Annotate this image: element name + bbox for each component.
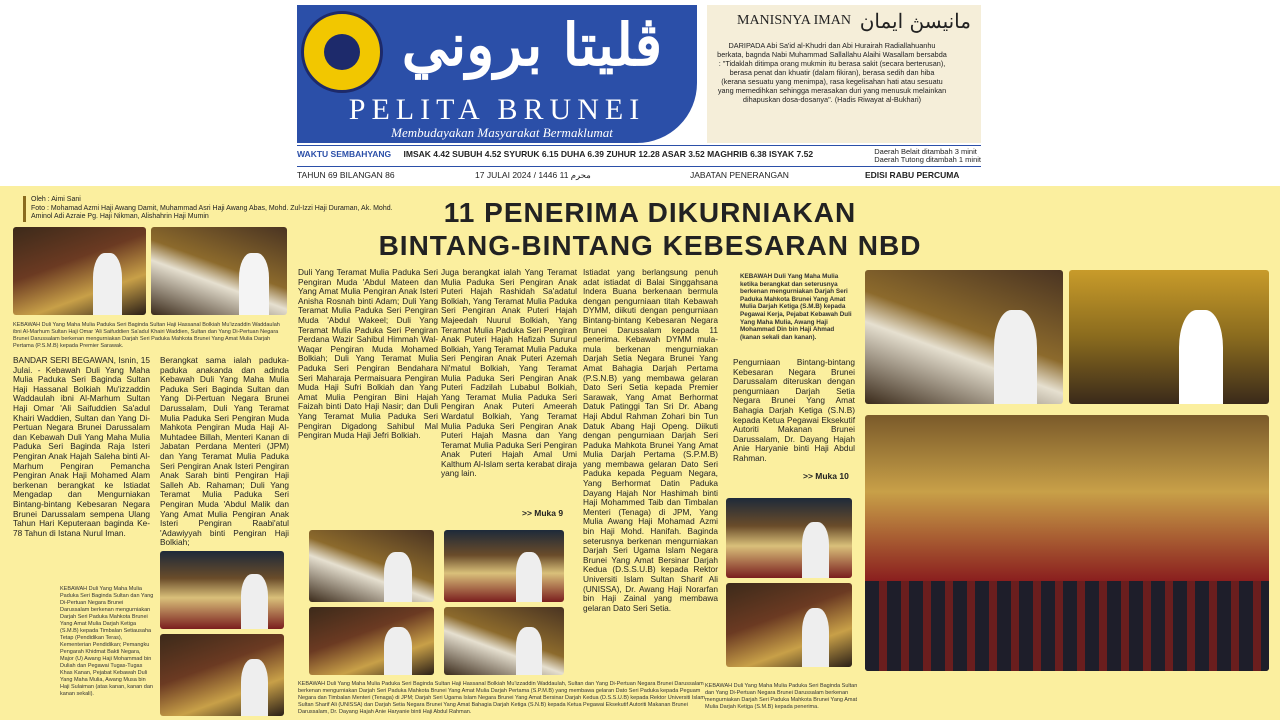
iman-title: MANISNYA IMAN <box>737 13 851 28</box>
caption-small-right: KEBAWAH Duli Yang Maha Mulia Paduka Seri Baginda Sultan dan Yang Di-Pertuan Negara Brunei Darussalam berkenan mengurniakan Darjah Seri Paduka Mahkota Brunei Yang Amat Mulia Darjah Ketiga (S.M.B) kepada penerima. <box>705 683 858 710</box>
issue-date: 17 JULAI 2024 / 1446 محرم 11 <box>475 170 591 180</box>
caption-bottom-photos: KEBAWAH Duli Yang Maha Mulia Paduka Seri Baginda Sultan Haji Hassanal Bolkiah Mu'izzaddin Waddaulah, Sultan dan Yang Di-Pertuan Negara Brunei Darussalam berkenan mengurniakan Darjah Seri Paduka Mahkota Brunei Yang Amat Mulia Darjah Pertama (S.P.M.B) yang membawa gelaran Dato Seri Paduka kepada Peguam Negara dan Timbalan Menteri (Tenaga) di JPM; Darjah Seri Ugama Islam Negara Brunei Yang Amat Bersinar Darjah Kedua (D.S.S.U.B) kepada Rektor Universiti Islam Sultan Sharif Ali (UNISSA) dan Darjah Setia Negara Brunei Yang Amat Bahagia Darjah Ketiga (S.N.B) kepada Ketua Pegawai Eksekutif Autoriti Makanan Brunei Darussalam, Dr. Dayang Hajah Anie Haryanie binti Haji Abdul Rahman. <box>298 681 705 715</box>
article-column-3: Duli Yang Teramat Mulia Paduka Seri Pengiran Muda 'Abdul Mateen dan Yang Amat Mulia Pengiran Anak Isteri Anisha Rosnah binti Adam; Duli Yang Teramat Mulia Paduka Seri Pengiran Muda 'Abdul Wakeel; Duli Yang Teramat Mulia Paduka Seri Pengiran Perdana Wazir Sahibul Himmah Wal-Waqar Pengiran Muda Mohamed Bolkiah; Duli Yang Teramat Mulia Paduka Seri Pengiran Bendahara Seri Maharaja Permaisuara Pengiran Muda Haji Sufri Bolkiah dan Yang Amat Mulia Pengiran Bini Hajah Faizah binti Dato Haji Nasir; dan Duli Yang Teramat Mulia Paduka Seri Pengiran Digadong Sahibul Mal Pengiran Muda Haji Jefri Bolkiah. <box>298 267 438 441</box>
manisnya-iman-box <box>707 5 981 143</box>
photo-award-big-1 <box>865 270 1063 404</box>
photo-award-row-2a <box>309 607 434 675</box>
issue-number: TAHUN 69 BILANGAN 86 <box>297 170 395 180</box>
photo-award-right-2 <box>726 583 852 667</box>
iman-arabic: مانيسڽ ايمان <box>859 9 971 33</box>
slogan: Membudayakan Masyarakat Bermaklumat <box>391 125 613 140</box>
prayer-notes <box>874 148 981 164</box>
headline-line-1: 11 PENERIMA DIKURNIAKAN <box>443 197 857 228</box>
photo-throne-room <box>1069 270 1269 404</box>
photo-ceremony-hall <box>865 415 1269 671</box>
author: Oleh : Aimi Sani <box>31 196 81 203</box>
caption-left-photos: KEBAWAH Duli Yang Maha Mulia Paduka Seri Baginda Sultan dan Yang Di-Pertuan Negara Brunei Darussalam berkenan mengurniakan Darjah Seri Paduka Mahkota Brunei Yang Amat Mulia Darjah Ketiga (S.M.B) kepada Timbalan Setiausaha Tetap (Pendidikan Teras), Kementerian Pendidikan; Pemangku Pengarah Khidmat Bakti Negara, Major (U) Awang Haji Mohammad bin Duliah dan Pegawai Tugas-Tugas Khas Kanan, Pejabat Kebawah Duli Yang Maha Mulia, Awang Musa bin Haji Sulaiman (atas kanan, kanan dan kanan sekali). <box>60 586 154 697</box>
publisher: JABATAN PENERANGAN <box>690 170 789 180</box>
photo-award-row-2b <box>444 607 564 675</box>
crest-seal <box>301 11 383 93</box>
headline <box>300 196 1000 262</box>
prayer-note-tutong: Daerah Tutong ditambah 1 minit <box>874 155 981 164</box>
prayer-times-bar <box>297 145 981 166</box>
article-column-2: Berangkat sama ialah paduka-paduka anakanda dan adinda Kebawah Duli Yang Maha Mulia Paduka Seri Baginda Sultan dan Yang Di-Pertuan Negara Brunei Darussalam, Duli Yang Teramat Mulia Paduka Seri Pengiran Muda Mahkota Pengiran Muda Haji Al-Muhtadee Billah, Menteri Kanan di Jabatan Perdana Menteri (JPM) dan Yang Teramat Mulia Paduka Seri Pengiran Anak Isteri Pengiran Anak Sarah binti Pengiran Haji Salleh Ab. Rahaman; Duli Yang Teramat Mulia Paduka Seri Pengiran Muda 'Abdul Malik dan Yang Amat Mulia Pengiran Anak Isteri Pengiran Raabi'atul 'Adawiyyah binti Pengiran Haji Bolkiah; <box>160 355 289 548</box>
headline-line-2: BINTANG-BINTANG KEBESARAN NBD <box>378 230 922 261</box>
edition: EDISI RABU PERCUMA <box>865 170 960 180</box>
prayer-note-belait: Daerah Belait ditambah 3 minit <box>874 147 977 156</box>
photo-award-right-1 <box>726 498 852 578</box>
prayer-label: WAKTU SEMBAHYANG <box>297 149 392 159</box>
photo-sultan-award-2 <box>151 227 287 315</box>
masthead-banner <box>297 5 697 143</box>
caption-top-photos: KEBAWAH Duli Yang Maha Mulia Paduka Seri Baginda Sultan Haji Hassanal Bolkiah Mu'izzaddin Waddaulah ibni Al-Marhum Sultan Haji Omar 'Ali Saifuddien Sa'adul Khairi Waddien, Sultan dan Yang Di-Pertuan Negara Brunei Darussalam berkenan mengurniakan Darjah Seri Paduka Mahkota Brunei Yang Amat Mulia Darjah Pertama (P.S.M.B) kepada Premier Sarawak. <box>13 322 280 349</box>
photo-sultan-award-1 <box>13 227 146 315</box>
jawi-title: ڤليتا بروني <box>401 11 663 79</box>
photo-credit: Foto : Mohamad Azmi Haji Awang Damit, Muhammad Asri Haji Awang Abas, Mohd. Zul-Izzi Haji Duraman, Ak. Mohd. Aminol Adi Azraie Pg. Haji Nikman, Alishahrin Haji Mumin <box>31 204 393 220</box>
article-column-1: BANDAR SERI BEGAWAN, Isnin, 15 Julai. - Kebawah Duli Yang Maha Mulia Paduka Seri Baginda Sultan Haji Hassanal Bolkiah Mu'izzaddin Waddaulah ibni Al-Marhum Sultan Haji Omar 'Ali Saifuddien Sa'adul Khairi Waddien, Sultan dan Yang Di-Pertuan Negara Brunei Darussalam dan Kebawah Duli Yang Maha Mulia Paduka Seri Baginda Raja Isteri Pengiran Anak Hajah Saleha binti Al-Marhum Pengiran Pemancha Pengiran Anak Haji Mohamed Alam berkenan berangkat ke Istiadat Mengadap dan Mengurniakan Bintang-bintang Kebesaran Negara Brunei Darussalam sempena Ulang Tahun Hari Keputeraan baginda Ke-78 Tahun di Istana Nurul Iman. <box>13 355 150 538</box>
masthead <box>297 5 981 183</box>
photo-recipient-left <box>160 551 284 629</box>
article-column-5: Istiadat yang berlangsung penuh adat istiadat di Balai Singgahsana Indera Buana berkenaan bermula dengan pengurniaan titah Kebawah DYMM, diikuti dengan pengurniaan Bintang-bintang Kebesaran Negara Brunei Darussalam kepada 11 penerima. Kebawah DYMM mula-mula berkenan mengurniakan Darjah Setia Negara Brunei Yang Amat Bahagia Darjah Pertama (P.S.N.B) yang membawa gelaran Dato Seri Setia kepada Premier Sarawak, Yang Amat Berhormat Datuk Patinggi Tan Sri Dr. Abang Haji Abdul Rahman Zohari bin Tun Datuk Abang Haji Openg. Diikuti dengan pengurniaan Darjah Seri Paduka Mahkota Brunei Yang Amat Mulia Darjah Pertama (S.P.M.B) yang membawa gelaran Dato Seri Paduka kepada Peguam Negara, Yang Berhormat Datin Paduka Dayang Hajah Nor Hashimah binti Haji Mohammed Taib dan Timbalan Menteri (Tenaga) di JPM, Yang Mulia Awang Haji Mohamad Azmi bin Haji Mohd. Hanifah. Baginda seterusnya berkenan mengurniakan Darjah Seri Ugama Islam Negara Brunei Yang Amat Bersinar Darjah Kedua (D.S.S.U.B) kepada Rektor Universiti Islam Sultan Sharif Ali (UNISSA), Dr. Awang Haji Norarfan bin Haji Zainal yang membawa gelaran Dato Seri Setia. <box>583 267 718 613</box>
photo-award-row-1a <box>309 530 434 602</box>
issue-info-bar <box>297 166 981 183</box>
continued-page-9: >> Muka 9 <box>522 508 564 518</box>
caption-right-top: KEBAWAH Duli Yang Maha Mulia ketika berangkat dan seterusnya berkenan mengurniakan Darjah Seri Paduka Mahkota Brunei Yang Amat Mulia Darjah Ketiga (S.M.B) kepada Pegawai Kerja, Pejabat Kebawah Duli Yang Maha Mulia, Awang Haji Mohammad Din bin Haji Ahmad (kanan sekali dan kanan). <box>740 273 852 341</box>
prayer-items: IMSAK 4.42 SUBUH 4.52 SYURUK 6.15 DUHA 6.39 ZUHUR 12.28 ASAR 3.52 MAGHRIB 6.38 ISYAK 7.52 <box>403 149 814 159</box>
photo-award-row-1b <box>444 530 564 602</box>
article-column-6: Pengurniaan Bintang-bintang Kebesaran Negara Brunei Darussalam diteruskan dengan pengurniaan Darjah Setia Negara Brunei Yang Amat Bahagia Darjah Ketiga (S.N.B) kepada Ketua Pegawai Eksekutif Autoriti Makanan Brunei Darussalam, Dr. Dayang Hajah Anie Haryanie binti Haji Abdul Rahman. <box>733 357 855 463</box>
photo-recipient-left-2 <box>160 634 284 716</box>
newspaper-title: PELITA BRUNEI <box>348 93 646 126</box>
hadith-text: DARIPADA Abi Sa'id al-Khudri dan Abi Hurairah Radiallahuanhu berkata, bagnda Nabi Muhammad Sallallahu Alaihi Wasallam bersabda : "Tidaklah ditimpa orang mukmin itu berasa sakit (secara berterusan), berasa penat dan khuatir (dalam fikiran), berasa sedih dan hiba (kerana sesuatu yang menimpa), rasa kegelisahan hati atau sesuatu yang memedihkan sehingga merasakan duri yang menusuk melainkan dihapuskan dosa-dosanya". (Hadis Riwayat al-Bukhari) <box>717 41 947 104</box>
continued-page-10: >> Muka 10 <box>803 471 849 481</box>
article-column-4: Juga berangkat ialah Yang Teramat Mulia Paduka Seri Pengiran Anak Puteri Hajah Rashidah Sa'adatul Bolkiah, Yang Teramat Mulia Paduka Seri Pengiran Anak Puteri Hajah Majeedah Nuurul Bolkiah, Yang Teramat Mulia Paduka Seri Pengiran Anak Puteri Hajah Hafizah Sururul Bolkiah, Yang Teramat Mulia Paduka Seri Pengiran Anak Puteri Azemah Ni'matul Bolkiah, Yang Teramat Mulia Paduka Seri Pengiran Anak Puteri Fadzilah Lubabul Bolkiah, Yang Teramat Mulia Paduka Seri Pengiran Anak Puteri Ameerah Wardatul Bolkiah, Yang Teramat Mulia Paduka Seri Pengiran Anak Puteri Hajah Masna dan Yang Teramat Mulia Paduka Seri Pengiran Anak Puteri Hajah Amal Umi Kalthum Al-Islam serta kerabat diraja yang lain. <box>441 267 577 479</box>
front-page-article <box>0 186 1280 720</box>
